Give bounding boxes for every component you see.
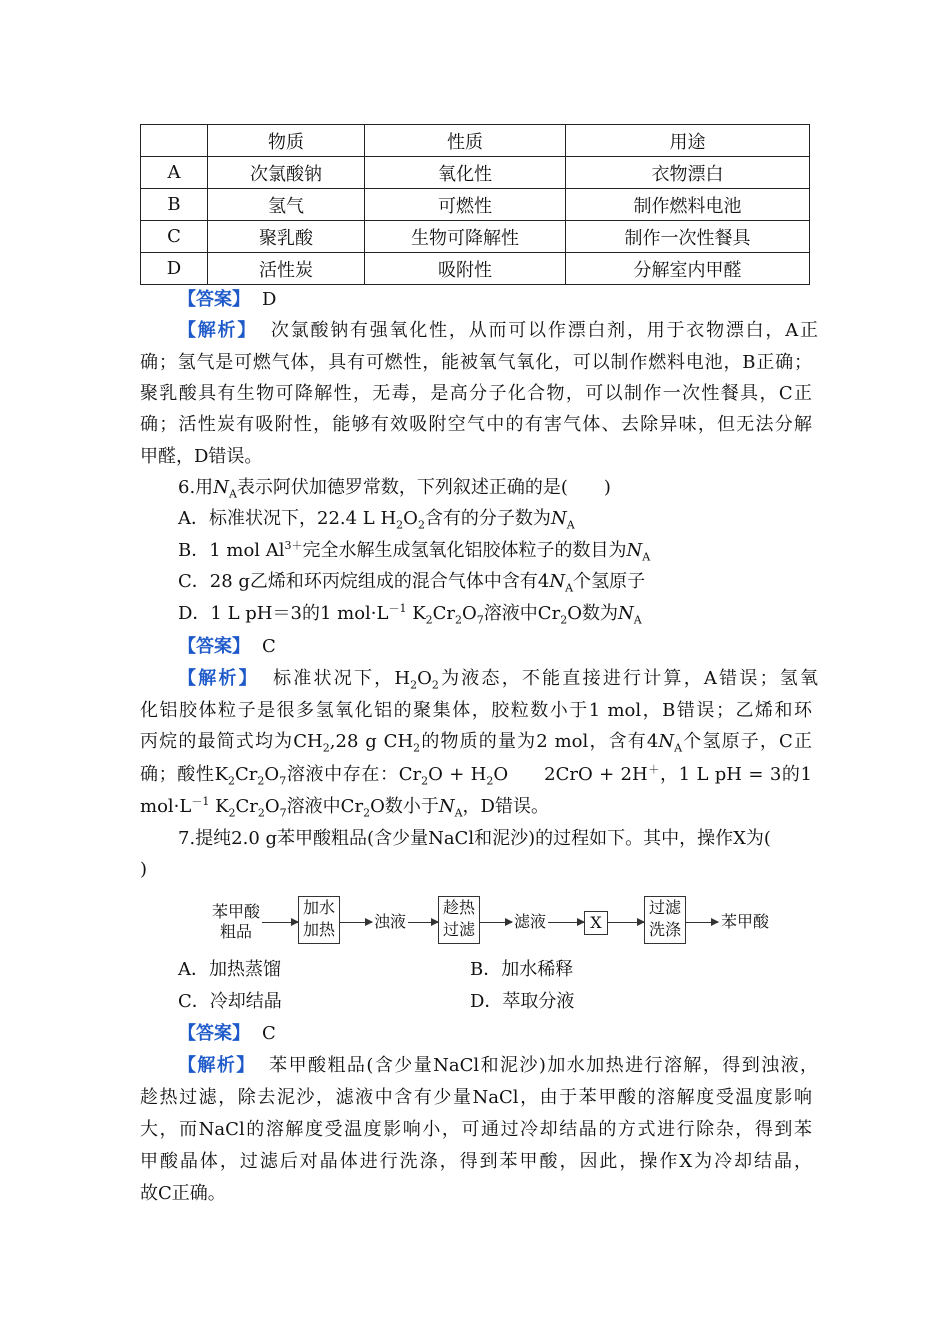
answer-label: 【答案】 [178,636,250,657]
flow-step-filter-hot: 趁热 过滤 [438,896,480,944]
q7-analysis-line: 大，而NaCl的溶解度受温度影响小，可通过冷却结晶的方式进行除杂，得到苯 [140,1119,812,1140]
q6-option-d: D．1 L pH＝3的1 $mol\cdot L^{-1}$ $K_2Cr_2O_7$溶液中$Cr_2O$数为$N_A$ [178,602,642,627]
q6-analysis-line: 【解析】 标准状况下，$H_2O_2$为液态，不能直接进行计算，A错误；氢氧 [178,668,819,692]
q5-answer [178,288,818,312]
table-cell: 衣物漂白 [566,157,810,189]
purification-flowchart [200,892,780,954]
q7-option-c: C．冷却结晶 [178,991,282,1012]
table-cell: B [141,189,208,221]
q7-option-b: B．加水稀释 [470,959,574,980]
table-cell: 生物可降解性 [365,221,566,253]
table-cell: 可燃性 [365,189,566,221]
q5-analysis-line: 聚乳酸具有生物可降解性，无毒，是高分子化合物，可以制作一次性餐具，C正 [140,383,812,404]
flow-arrow [262,922,298,923]
q7-stem: 7.提纯2.0 g苯甲酸粗品(含少量NaCl和泥沙)的过程如下。其中，操作X为( [178,828,771,849]
table-cell: D [141,253,208,285]
flow-arrow [480,922,512,923]
q7-analysis-line: 甲酸晶体，过滤后对晶体进行洗涤，得到苯甲酸，因此，操作X为冷却结晶， [140,1151,812,1172]
table-row [141,253,810,285]
q6-option-a: A．标准状况下，22.4 L $H_2O_2$含有的分子数为$N_A$ [178,508,575,532]
q6-option-b: B．1 mol $Al^{3+}$完全水解生成氢氧化铝胶体粒子的数目为$N_A$ [178,539,651,564]
table-cell: 氧化性 [365,157,566,189]
flow-step-heat: 加水 加热 [298,896,340,944]
answer-value: C [262,636,276,657]
q7-stem-end: ) [140,859,148,880]
q5-analysis-line: 【解析】 次氯酸钠有强氧化性，从而可以作漂白剂，用于衣物漂白，A正 [178,320,818,341]
q7-option-a: A．加热蒸馏 [178,959,281,980]
answer-value: D [262,289,277,310]
q6-stem: 6.用$N_A$表示阿伏加德罗常数，下列叙述正确的是( ) [178,477,611,501]
analysis-label: 【解析】 [178,668,259,689]
q6-analysis-line: 确；酸性$K_2Cr_2O_7$溶液中存在：$Cr_2O + H_2O$ 2CrO + 2H＋，1 L pH = 3的1 [140,763,813,788]
q5-analysis-line: 甲醛，D错误。 [140,446,263,467]
flow-step-filter-wash: 过滤 洗涤 [644,896,686,944]
table-cell: 聚乳酸 [208,221,365,253]
flow-arrow [608,922,644,923]
answer-value: C [262,1023,276,1044]
q6-answer [178,635,818,659]
table-header-cell: 性质 [365,125,566,157]
table-cell: 氢气 [208,189,365,221]
q7-analysis-line: 故C正确。 [140,1183,226,1204]
q7-analysis-line: 【解析】 苯甲酸粗品(含少量NaCl和泥沙)加水加热进行溶解，得到浊液， [178,1055,818,1076]
q7-analysis-line: 趁热过滤，除去泥沙，滤液中含有少量NaCl，由于苯甲酸的溶解度受温度影响 [140,1087,812,1108]
q5-analysis-line: 确；氢气是可燃气体，具有可燃性，能被氧气氧化，可以制作燃料电池，B正确； [140,352,812,373]
analysis-label: 【解析】 [178,320,258,341]
table-cell: 分解室内甲醛 [566,253,810,285]
table-cell: C [141,221,208,253]
flow-mid-label: 滤液 [513,912,546,931]
table-cell: 活性炭 [208,253,365,285]
table-cell: A [141,157,208,189]
table-header-row [141,125,810,157]
flow-arrow [340,922,372,923]
q7-answer [178,1022,818,1046]
answer-label: 【答案】 [178,289,250,310]
table-header-cell [141,125,208,157]
table-cell: 次氯酸钠 [208,157,365,189]
q6-option-c: C．28 g乙烯和环丙烷组成的混合气体中含有$4N_A$个氢原子 [178,571,646,595]
answer-label: 【答案】 [178,1023,250,1044]
table-header-cell: 物质 [208,125,365,157]
table-header-cell: 用途 [566,125,810,157]
table-cell: 制作一次性餐具 [566,221,810,253]
flow-arrow [686,922,718,923]
q6-analysis-line: 化铝胶体粒子是很多氢氧化铝的聚集体，胶粒数小于1 mol，B错误；乙烯和环 [140,700,812,721]
table-cell: 制作燃料电池 [566,189,810,221]
q5-analysis-line: 确；活性炭有吸附性，能够有效吸附空气中的有害气体、去除异味，但无法分解 [140,414,812,435]
q6-analysis-line: $mol\cdot L^{-1}$ $K_2Cr_2O_7$溶液中$Cr_2O$数小于$N_A$，D错误。 [140,795,549,820]
q7-option-d: D．萃取分液 [470,991,575,1012]
q6-analysis-line: 丙烷的最简式均为$CH_2,28$ g $CH_2$的物质的量为2 mol，含有$4N_A$个氢原子，C正 [140,731,812,755]
property-table [140,124,810,285]
flow-mid-label: 浊液 [373,912,406,931]
flow-step-x: X [584,911,608,935]
table-row [141,221,810,253]
table-row [141,157,810,189]
analysis-label: 【解析】 [178,1055,256,1076]
flow-arrow [408,922,438,923]
table-cell: 吸附性 [365,253,566,285]
table-row [141,189,810,221]
flow-arrow [548,922,584,923]
flow-end-label: 苯甲酸 [720,912,769,931]
flow-start-label: 苯甲酸 粗品 [211,902,260,941]
